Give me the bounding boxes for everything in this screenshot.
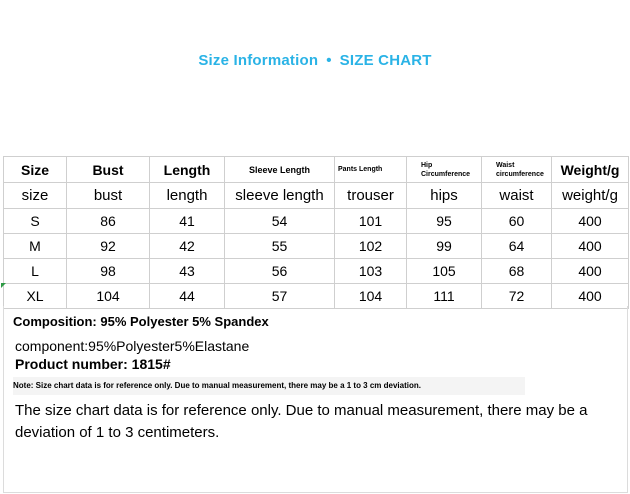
subheader-cell: length: [150, 183, 225, 209]
subheader-row: [4, 183, 629, 209]
component-text: component:95%Polyester5%Elastane: [15, 338, 250, 354]
table-cell: 41: [150, 209, 225, 234]
table-cell: 105: [407, 259, 482, 284]
subheader-cell: bust: [67, 183, 150, 209]
table-cell: 42: [150, 234, 225, 259]
title-part-1: Size Information: [198, 52, 319, 69]
table-cell: 104: [335, 284, 407, 309]
table-cell: 98: [67, 259, 150, 284]
table-row: [4, 234, 629, 259]
subheader-cell: size: [4, 183, 67, 209]
header-cell-sleeve-length: Sleeve Length: [225, 157, 335, 183]
page-title: [0, 52, 630, 69]
table-cell: 111: [407, 284, 482, 309]
table-cell: 44: [150, 284, 225, 309]
table-cell: 103: [335, 259, 407, 284]
title-separator: •: [326, 52, 332, 69]
header-cell-waist-circumference: Waist circumference: [482, 157, 552, 183]
header-cell-pants-length: Pants Length: [335, 157, 407, 183]
header-cell-bust: Bust: [67, 157, 150, 183]
table-cell: 99: [407, 234, 482, 259]
table-cell: 54: [225, 209, 335, 234]
header-row: [4, 157, 629, 183]
table-row: [4, 259, 629, 284]
table-cell: 400: [552, 209, 629, 234]
cell-comment-marker: [1, 283, 6, 288]
table-cell: 95: [407, 209, 482, 234]
header-cell-size: Size: [4, 157, 67, 183]
subheader-cell: hips: [407, 183, 482, 209]
table-cell: S: [4, 209, 67, 234]
title-part-2: SIZE CHART: [339, 52, 432, 69]
table-cell: 400: [552, 259, 629, 284]
table-cell: 400: [552, 284, 629, 309]
size-table-container: [3, 156, 628, 309]
table-cell: 55: [225, 234, 335, 259]
table-cell: 102: [335, 234, 407, 259]
note-text: Note: Size chart data is for reference only. Due to manual measurement, there may be a 1 to 3 cm deviation.: [13, 377, 525, 395]
description-text: The size chart data is for reference only. Due to manual measurement, there may be a deviation of 1 to 3 centimeters.: [15, 402, 588, 441]
size-table: [3, 156, 629, 309]
table-cell: XL: [4, 284, 67, 309]
table-cell: 43: [150, 259, 225, 284]
table-row: [4, 284, 629, 309]
table-cell: 64: [482, 234, 552, 259]
table-cell: M: [4, 234, 67, 259]
subheader-cell: trouser: [335, 183, 407, 209]
product-number: Product number: 1815#: [15, 356, 171, 372]
header-cell-weight: Weight/g: [552, 157, 629, 183]
table-cell: 101: [335, 209, 407, 234]
header-cell-hip-circumference: Hip Circumference: [407, 157, 482, 183]
composition-text: Composition: 95% Polyester 5% Spandex: [13, 314, 269, 329]
table-cell: 72: [482, 284, 552, 309]
table-cell: 104: [67, 284, 150, 309]
table-cell: 60: [482, 209, 552, 234]
table-cell: 68: [482, 259, 552, 284]
header-cell-length: Length: [150, 157, 225, 183]
table-cell: 92: [67, 234, 150, 259]
subheader-cell: waist: [482, 183, 552, 209]
table-cell: 400: [552, 234, 629, 259]
subheader-cell: sleeve length: [225, 183, 335, 209]
subheader-cell: weight/g: [552, 183, 629, 209]
table-cell: 56: [225, 259, 335, 284]
table-cell: 86: [67, 209, 150, 234]
table-cell: L: [4, 259, 67, 284]
table-cell: 57: [225, 284, 335, 309]
table-row: [4, 209, 629, 234]
